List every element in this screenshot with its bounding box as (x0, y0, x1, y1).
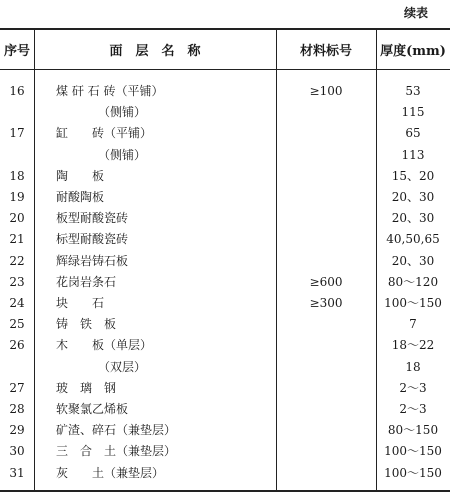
row-number: 23 (9, 274, 25, 289)
table-row (0, 399, 450, 420)
table-row (0, 335, 450, 356)
row-number: 27 (9, 380, 25, 395)
row-number: 22 (9, 253, 25, 268)
row-thickness: 80～120 (387, 274, 439, 289)
row-name: 煤 矸 石 砖（平铺） (56, 84, 164, 98)
row-thickness: 15、20 (391, 168, 435, 183)
row-thickness: 20、30 (391, 190, 435, 204)
row-number: 20 (9, 211, 25, 226)
row-name: 玻 璃 钢 (56, 380, 117, 395)
table-row (0, 81, 450, 102)
row-thickness: 2～3 (399, 380, 427, 395)
row-number: 28 (9, 402, 25, 416)
header-material: 材料标号 (299, 43, 352, 59)
header-thickness: 厚度(mm) (380, 43, 446, 59)
header-no: 序号 (3, 43, 30, 59)
row-thickness: 115 (401, 105, 425, 120)
row-thickness: 40,50,65 (386, 232, 440, 247)
table-row (0, 314, 450, 335)
row-thickness: 80～150 (387, 423, 439, 438)
table-row (0, 463, 450, 484)
row-number: 31 (9, 465, 25, 480)
row-number: 17 (9, 126, 25, 141)
row-number: 19 (9, 190, 25, 204)
row-thickness: 7 (409, 317, 417, 332)
table-row (0, 102, 450, 123)
row-thickness: 53 (405, 84, 421, 98)
row-number: 25 (9, 317, 25, 332)
row-name: 缸 砖（平铺） (56, 126, 153, 141)
row-name: 花岗岩条石 (56, 274, 117, 289)
row-name: （双层） (56, 359, 147, 374)
row-name: 块 石 (56, 296, 105, 310)
row-number: 30 (9, 444, 25, 459)
row-thickness: 20、30 (391, 253, 435, 268)
row-name: （侧铺） (56, 105, 147, 120)
row-name: （侧铺） (56, 147, 147, 162)
row-name: 铸 铁 板 (56, 317, 117, 332)
row-number: 21 (9, 232, 25, 247)
row-name: 矿渣、碎石（兼垫层） (56, 423, 177, 438)
table-row (0, 208, 450, 229)
row-thickness: 100～150 (384, 296, 442, 310)
row-name: 标型耐酸瓷砖 (56, 232, 129, 247)
row-thickness: 20、30 (391, 211, 435, 226)
row-thickness: 65 (405, 126, 421, 141)
row-number: 26 (9, 338, 25, 353)
table-row (0, 420, 450, 441)
row-number: 24 (9, 296, 25, 310)
table-row (0, 166, 450, 187)
header-name: 面 层 名 称 (109, 43, 201, 59)
table-row (0, 187, 450, 208)
continued-label: 续表 (403, 6, 428, 20)
table-row (0, 378, 450, 399)
row-thickness: 2～3 (399, 402, 427, 416)
table-row (0, 441, 450, 462)
row-material: ≥100 (309, 84, 343, 98)
row-thickness: 113 (401, 147, 425, 162)
row-name: 耐酸陶板 (56, 190, 105, 204)
row-name: 板型耐酸瓷砖 (56, 211, 129, 226)
table-row (0, 145, 450, 166)
row-name: 辉绿岩铸石板 (56, 253, 129, 268)
row-number: 18 (9, 168, 25, 183)
table-row (0, 229, 450, 250)
table-row (0, 272, 450, 293)
row-thickness: 18 (405, 359, 421, 374)
row-thickness: 100～150 (384, 444, 442, 459)
table-row (0, 357, 450, 378)
table-row (0, 251, 450, 272)
flooring-table (0, 28, 450, 492)
row-thickness: 18～22 (391, 338, 435, 353)
row-name: 木 板（单层） (56, 338, 153, 353)
row-thickness: 100～150 (384, 465, 442, 480)
row-name: 三 合 土（兼垫层） (56, 444, 177, 459)
row-name: 陶 板 (56, 168, 105, 183)
row-name: 灰 土（兼垫层） (56, 465, 165, 480)
table-header (0, 30, 450, 70)
table-row (0, 293, 450, 314)
row-name: 软聚氯乙烯板 (56, 402, 129, 416)
table-row (0, 123, 450, 144)
row-number: 29 (9, 423, 25, 438)
row-material: ≥300 (309, 296, 343, 310)
row-material: ≥600 (309, 274, 343, 289)
row-number: 16 (9, 84, 25, 98)
